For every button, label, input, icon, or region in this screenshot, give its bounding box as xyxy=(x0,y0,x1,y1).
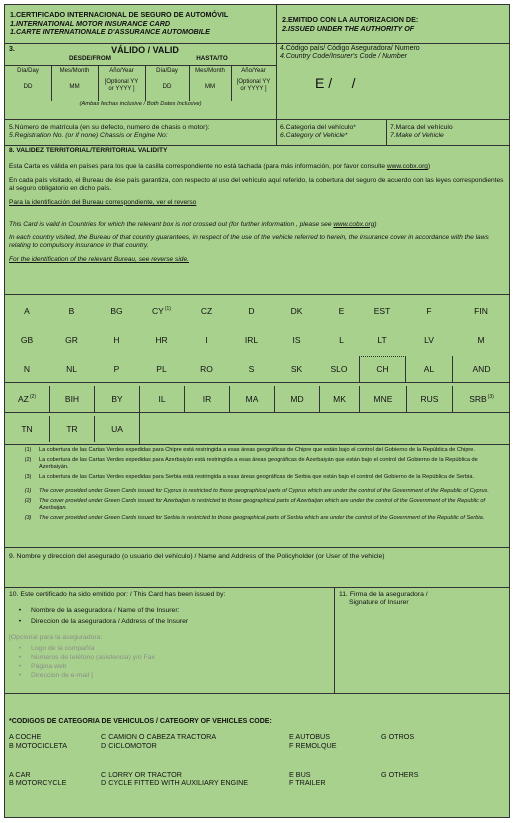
country-label: MA xyxy=(245,393,259,404)
country-label: GR xyxy=(65,334,78,345)
footnote-text: La cobertura de las Cartas Verdes expedidas para Serbia está restringida a esas áreas geográficas de Serbia que están bajo el control del Gobierno de la República de Serbia. xyxy=(39,473,475,480)
bullet-icon: • xyxy=(18,644,22,652)
valid-to-label: HASTA/TO xyxy=(196,55,228,62)
en-validity-text: This Card is valid in Countries for which the relevant box is not crossed out (for further information , please see xyxy=(9,220,334,228)
country-label: M xyxy=(477,334,485,345)
bullet-icon: • xyxy=(18,653,22,661)
country-code-MK[interactable] xyxy=(319,386,359,412)
bullet-icon: • xyxy=(18,618,22,626)
dates-inclusive-note: (Ambas fechas inclusive / Both Dates Inclusive) xyxy=(79,101,202,107)
category-es-d: D CICLOMOTOR xyxy=(101,741,157,751)
country-label: LT xyxy=(377,334,387,345)
category-en-e: E BUS xyxy=(289,769,311,779)
country-code-F[interactable] xyxy=(406,298,452,324)
from-year-line2: or YYYY ] xyxy=(108,86,135,93)
country-label: L xyxy=(339,334,344,345)
section-3-number: 3. xyxy=(9,46,15,53)
country-row-1 xyxy=(5,298,510,324)
country-code-AZ[interactable] xyxy=(5,386,49,412)
country-code-B[interactable] xyxy=(49,298,94,324)
country-label: EST xyxy=(373,305,391,316)
section-7-make xyxy=(390,124,508,140)
country-code-I[interactable] xyxy=(184,327,229,353)
section-7-line-en: 7.Make of Vehicle xyxy=(390,132,444,140)
es-validity-paragraph xyxy=(9,163,507,171)
cobx-link-es[interactable]: www.cobx.org xyxy=(386,162,428,170)
country-code-N[interactable] xyxy=(5,356,49,382)
footnote-text: La cobertura de las Cartas Verdes expedidas para Chipre está restringida a esas áreas geográficas de Chipre que están bajo el control del Gobierno de la República de Chipre. xyxy=(39,447,475,453)
country-label: A xyxy=(24,305,30,316)
country-code-GB[interactable] xyxy=(5,327,49,353)
en-validity-close: ) xyxy=(374,220,377,228)
country-code-LT[interactable] xyxy=(358,327,406,353)
issuer-name-label: Nombre de la aseguradora / Name of the Insurer: xyxy=(31,607,180,615)
country-label: SRB xyxy=(469,393,487,404)
issuer-fields xyxy=(9,607,331,626)
bullet-icon: • xyxy=(18,662,22,670)
country-label: IRL xyxy=(244,334,259,345)
optional-item xyxy=(9,654,331,662)
es-validity-close: ) xyxy=(427,162,431,170)
to-day-value[interactable]: DD xyxy=(162,83,172,90)
country-code-FIN[interactable] xyxy=(452,298,510,324)
category-codes-title: *CODIGOS DE CATEGORIA DE VEHICULOS / CATEGORY OF VEHICLES CODE: xyxy=(9,718,272,725)
country-label: IS xyxy=(292,334,301,345)
country-label: AL xyxy=(423,363,435,374)
country-code-LV[interactable] xyxy=(406,327,452,353)
issuer-name-field[interactable] xyxy=(9,607,331,615)
country-label: PL xyxy=(156,363,167,374)
footnote-es-3 xyxy=(17,474,507,481)
country-label: SK xyxy=(290,363,303,374)
footnote-es-2 xyxy=(17,457,507,471)
en-validity-paragraph xyxy=(9,221,507,229)
az-footnote-mark: (2) xyxy=(29,394,36,400)
es-validity-text: Esta Carta es válida en países para los que la casilla correspondiente no está tachada (para más información, por favor consulte xyxy=(9,162,387,170)
section-1-line-en: 1.INTERNATIONAL MOTOR INSURANCE CARD xyxy=(10,18,171,28)
to-month-value[interactable]: MM xyxy=(204,83,216,90)
section-4-line-es: 4.Código país/ Código Aseguradora/ Numero xyxy=(280,45,420,52)
country-label: MNE xyxy=(373,393,393,404)
country-label: CH xyxy=(376,364,389,375)
country-row-4 xyxy=(5,386,510,412)
section-10-title: 10. Este certificado ha sido emitido por: / This Card has been issued by: xyxy=(9,591,226,598)
to-year-line1: [Optional YY xyxy=(236,79,271,85)
country-label: CZ xyxy=(200,305,213,316)
optional-item xyxy=(9,645,331,653)
country-label: BIH xyxy=(64,393,80,404)
to-year-line2: or YYYY ] xyxy=(240,86,267,93)
category-en-c: C LORRY OR TRACTOR xyxy=(101,769,182,779)
country-code-BY[interactable] xyxy=(94,386,139,412)
country-code-S[interactable] xyxy=(229,356,274,382)
country-label: S xyxy=(248,363,255,374)
country-label: N xyxy=(23,363,31,374)
country-code-NL[interactable] xyxy=(49,356,94,382)
country-label: I xyxy=(205,334,208,345)
section-6-line-es: 6.Categoria del vehículo* xyxy=(280,124,356,131)
country-label: IL xyxy=(158,393,166,404)
country-label: UA xyxy=(111,423,123,434)
country-code-TN[interactable] xyxy=(5,416,49,442)
category-en-b: B MOTORCYCLE xyxy=(9,778,67,788)
country-code-D[interactable] xyxy=(229,298,274,324)
country-label: SLO xyxy=(330,363,348,374)
country-code-IL[interactable] xyxy=(139,386,184,412)
from-day-header: Día/Day xyxy=(17,68,39,74)
country-code-IRL[interactable] xyxy=(229,327,274,353)
srb-footnote-mark: (3) xyxy=(487,394,494,400)
validity-title: VÁLIDO / VALID xyxy=(111,45,179,55)
footnote-mark: (2) xyxy=(24,497,32,504)
footnote-text: The cover provided under Green Cards issued for Serbia is restricted to those geographical parts of Serbia which are under the control of the Government of the Republic of Serbia. xyxy=(39,514,485,521)
country-code-MNE[interactable] xyxy=(359,386,406,412)
country-code-H[interactable] xyxy=(94,327,139,353)
country-label: AZ xyxy=(18,393,29,404)
section-4-line-en: 4.Country Code/Insurer's Code / Number xyxy=(280,53,408,61)
section-6-category xyxy=(280,124,385,140)
category-es-g: G OTROS xyxy=(381,732,415,742)
section-11-line-en: Signature of Insurer xyxy=(349,599,409,607)
section-8-title: 8. VALIDEZ TERRITORIAL/TERRITORIAL VALIDITY xyxy=(9,147,168,154)
footnote-mark: (2) xyxy=(24,456,32,463)
category-en-empty xyxy=(381,779,491,788)
optional-item xyxy=(9,663,331,671)
section-7-line-es: 7.Marca del vehículo xyxy=(390,124,453,131)
footnote-mark: (1) xyxy=(24,487,32,494)
section-10-issuer xyxy=(9,591,331,681)
section-1-line-fr: 1.CARTE INTERNATIONALE D'ASSURANCE AUTOMOBILE xyxy=(10,27,210,37)
country-label: CY xyxy=(152,305,164,316)
country-label: BY xyxy=(111,393,123,404)
section-11-line-es: 11. Firma de la aseguradora / xyxy=(339,591,428,598)
cy-footnote-mark: (1) xyxy=(164,306,171,312)
section-1-line-es: 1.CERTIFICADO INTERNACIONAL DE SEGURO DE AUTOMÓVIL xyxy=(10,10,229,19)
from-year-header: Año/Year xyxy=(109,68,134,74)
en-identification-note: For the identification of the relevant Bureau, see reverse side. xyxy=(9,256,189,264)
section-1-title xyxy=(10,11,275,37)
section-2-line-en: 2.ISSUED UNDER THE AUTHORITY OF xyxy=(282,23,415,33)
country-label: DK xyxy=(290,305,303,316)
optional-section-title: [Opcional para la aseguradora: xyxy=(9,634,103,642)
country-code-PL[interactable] xyxy=(139,356,184,382)
section-6-line-en: 6.Category of Vehicle* xyxy=(280,132,348,140)
section-5-registration xyxy=(9,124,274,140)
category-en-g: G OTHERS xyxy=(381,769,419,779)
section-9-policyholder: 9. Nombre y direccion del asegurado (o usuario del vehículo) / Name and Address of the Policyholder (or User of the vehicle) xyxy=(9,553,385,560)
country-label: HR xyxy=(155,334,168,345)
country-row-5 xyxy=(5,416,139,442)
country-label: GB xyxy=(20,334,34,345)
es-identification-note: Para la identificación del Bureau correspondiente, ver el reverso xyxy=(9,198,197,206)
country-code-SLO[interactable] xyxy=(319,356,359,382)
country-code-SRB[interactable] xyxy=(452,386,510,412)
country-code-EST[interactable] xyxy=(358,298,406,324)
country-label: TN xyxy=(21,423,33,434)
optional-item xyxy=(9,672,331,680)
country-label: F xyxy=(426,305,432,316)
footnote-text: La cobertura de las Cartas Verdes expedidas para Azerbaiyán está restringida a esas áreas geográficas de Azerbaiyán que están bajo el control del Gobierno de la República de Azerbaiyán. xyxy=(39,456,478,470)
country-label: MD xyxy=(290,393,304,404)
from-month-header: Mes/Month xyxy=(59,68,90,74)
bullet-icon: • xyxy=(18,607,22,615)
footnote-text: The cover provided under Green Cards issued for Cyprus is restricted to those geographical parts of Cyprus which are under the control of the Government of the Republic of Cyprus. xyxy=(39,487,489,494)
country-code-AND[interactable] xyxy=(452,356,510,382)
country-label: NL xyxy=(66,363,77,374)
country-label: AND xyxy=(472,363,491,374)
category-es-a: A COCHE xyxy=(9,732,42,742)
section-11-signature[interactable] xyxy=(339,591,507,607)
country-label: P xyxy=(113,363,120,374)
country-code-MA[interactable] xyxy=(229,386,274,412)
country-label: D xyxy=(248,305,255,316)
footnote-en-2 xyxy=(17,498,507,512)
footnote-en-3 xyxy=(17,515,507,522)
country-row-2 xyxy=(5,327,510,353)
optional-item-label: Direccion de e-mail ] xyxy=(31,672,93,680)
country-code-DK[interactable] xyxy=(274,298,319,324)
to-month-header: Mes/Month xyxy=(195,68,225,74)
country-code-CY[interactable] xyxy=(139,298,184,324)
section-4-header xyxy=(280,45,510,62)
country-code-BIH[interactable] xyxy=(49,386,94,412)
country-code-GR[interactable] xyxy=(49,327,94,353)
to-year-value[interactable] xyxy=(231,79,276,93)
country-label: IR xyxy=(202,393,212,404)
country-code-A[interactable] xyxy=(5,298,49,324)
category-en-f: F TRAILER xyxy=(289,778,326,788)
category-codes-es xyxy=(9,733,507,750)
country-label: FIN xyxy=(474,305,488,316)
es-guarantee-paragraph: En cada país visitado, el Bureau de ése país garantiza, con respecto al uso del vehículo aquí referido, la cobertura del seguro de acuerdo con las leyes correspondientes al seguro obligatorio en dicho país. xyxy=(9,176,504,192)
valid-from-label: DESDE/FROM xyxy=(69,55,111,62)
to-year-header: Año/Year xyxy=(241,68,266,74)
country-code-IR[interactable] xyxy=(184,386,229,412)
country-label: TR xyxy=(66,423,78,434)
country-code-CZ[interactable] xyxy=(184,298,229,324)
to-day-header: Día/Day xyxy=(156,68,178,74)
country-code-IS[interactable] xyxy=(274,327,319,353)
en-guarantee-paragraph: In each country visited, the Bureau of that country guarantees, in respect of the use of the vehicle referred to herein, the insurance cover in accordance with the laws relating to compulsory insurance in that country. xyxy=(9,234,489,250)
footnote-mark: (1) xyxy=(24,447,32,453)
category-es-c: C CAMION O CABEZA TRACTORA xyxy=(101,732,217,742)
country-label: H xyxy=(113,334,120,345)
country-code-TR[interactable] xyxy=(49,416,94,442)
bullet-icon: • xyxy=(18,672,22,680)
insurance-card xyxy=(4,4,510,818)
country-code-BG[interactable] xyxy=(94,298,139,324)
country-label: B xyxy=(68,305,75,316)
category-es-b: B MOTOCICLETA xyxy=(9,741,68,751)
insurer-code-number[interactable]: E / / xyxy=(315,75,356,91)
country-label: RUS xyxy=(420,393,439,404)
footnote-text: The cover provided under Green Cards issued for Azerbaijan is restricted to those geographical parts of Azerbaijan which are under the control of the Government of the Republic of Azerbaijan. xyxy=(39,497,486,511)
country-code-SK[interactable] xyxy=(274,356,319,382)
category-en-a: A CAR xyxy=(9,769,31,779)
footnote-es-1 xyxy=(17,447,507,454)
footnote-mark: (3) xyxy=(24,514,32,521)
country-code-RUS[interactable] xyxy=(406,386,452,412)
optional-item-label: Números de teléfono (asistencia) y/o Fax xyxy=(31,653,155,661)
country-code-MD[interactable] xyxy=(274,386,319,412)
section-5-line-en: 5.Registration No. (or if none) Chassis or Engine No: xyxy=(9,132,168,140)
section-8-territorial xyxy=(9,147,507,270)
from-year-line1: [Optional YY xyxy=(104,79,139,85)
footnotes xyxy=(17,447,507,525)
footnote-mark: (3) xyxy=(24,473,32,480)
country-label: MK xyxy=(333,393,346,404)
country-code-P[interactable] xyxy=(94,356,139,382)
section-5-line-es: 5.Número de matrícula (en su defecto, numero de chasis o motor): xyxy=(9,124,210,131)
country-code-HR[interactable] xyxy=(139,327,184,353)
issuer-address-field[interactable] xyxy=(9,618,331,626)
country-label: RO xyxy=(200,363,213,374)
country-label: BG xyxy=(110,305,123,316)
country-label: LV xyxy=(424,334,434,345)
from-year-value[interactable] xyxy=(98,79,145,93)
category-codes-en xyxy=(9,771,507,788)
from-day-value[interactable]: DD xyxy=(23,83,33,90)
country-code-M[interactable] xyxy=(452,327,510,353)
country-row-3 xyxy=(5,356,510,382)
country-code-AL[interactable] xyxy=(406,356,452,382)
category-es-empty xyxy=(381,742,491,751)
country-code-CH[interactable] xyxy=(359,356,406,382)
country-label: E xyxy=(338,305,345,316)
section-2-authority xyxy=(282,16,507,33)
country-code-UA[interactable] xyxy=(94,416,139,442)
vehicle-category-codes xyxy=(9,718,507,788)
category-es-f: F REMOLQUE xyxy=(289,741,337,751)
from-month-value[interactable]: MM xyxy=(69,83,80,90)
optional-item-label: Logo de la compañía xyxy=(31,644,95,652)
country-code-RO[interactable] xyxy=(184,356,229,382)
issuer-address-label: Direccion de la aseguradora / Address of the Insurer xyxy=(31,618,189,626)
section-2-line-es: 2.EMITIDO CON LA AUTORIZACION DE: xyxy=(282,15,419,24)
cobx-link-en[interactable]: www.cobx.org xyxy=(333,220,375,228)
optional-item-label: Página web xyxy=(31,662,67,670)
footnote-en-1 xyxy=(17,488,507,495)
category-en-d: D CYCLE FITTED WITH AUXILIARY ENGINE xyxy=(101,778,249,788)
optional-fields xyxy=(9,645,331,681)
category-es-e: E AUTOBUS xyxy=(289,732,331,742)
